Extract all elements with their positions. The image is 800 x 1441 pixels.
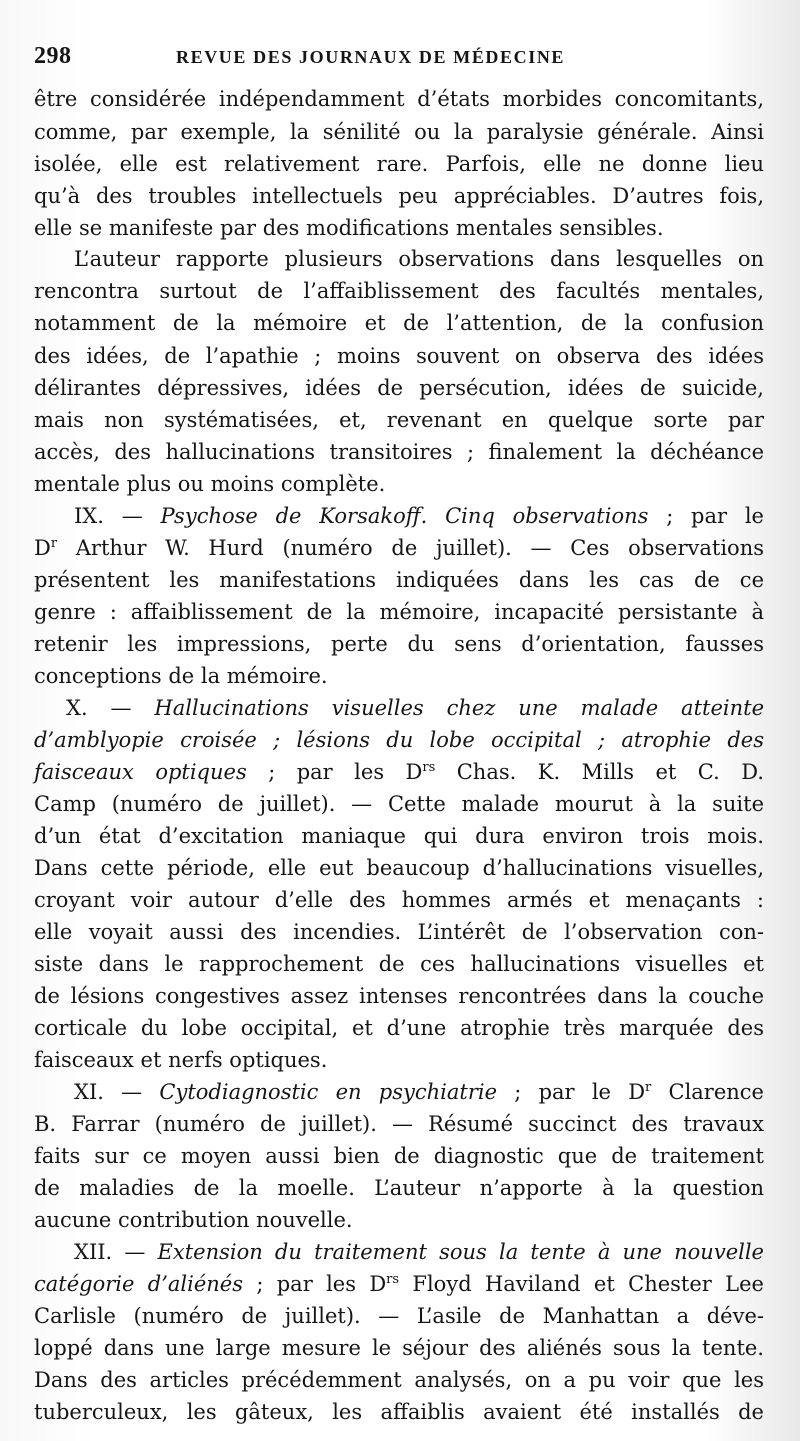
text-line: faisceaux et nerfs optiques. (34, 1048, 328, 1072)
section-number: XII. — (74, 1240, 158, 1264)
text-line: délirantes dépressives, idées de persécution, idées de suicide, (34, 376, 764, 400)
section-number: IX. — (74, 504, 161, 528)
text-line: comme, par exemple, la sénilité ou la paralysie générale. Ainsi (34, 120, 764, 144)
running-head: REVUE DES JOURNAUX DE MÉDECINE (176, 47, 566, 67)
superscript: r (645, 1080, 652, 1095)
text-span: ; par le D (497, 1080, 646, 1104)
text-line: notamment de la mémoire et de l’attention, de la confusion (34, 311, 764, 335)
article-title: Extension du traitement sous la tente à une nouvelle (157, 1240, 764, 1264)
text-line (34, 757, 764, 787)
page-number: 298 (34, 43, 72, 69)
text-line: L’auteur rapporte plusieurs observations dans lesquelles on (74, 247, 764, 271)
text-span: ; par les D (242, 1272, 387, 1296)
text-line: elle voyait aussi des incendies. L’intérêt de l’observation con- (34, 920, 764, 944)
article-title: Hallucinations visuelles chez une malade atteinte (154, 696, 764, 720)
section-number: X. — (66, 696, 155, 720)
section-heading-line (74, 1237, 764, 1267)
text-line: Camp (numéro de juillet). — Cette malade mourut à la suite (34, 792, 764, 816)
text-line: croyant voir autour d’elle des hommes armés et menaçants : (34, 888, 764, 912)
text-line: loppé dans une large mesure le séjour des aliénés sous la tente. (34, 1336, 764, 1360)
text-span: ; par le (648, 504, 764, 528)
superscript: r (50, 536, 58, 551)
text-span: ; par les D (246, 760, 423, 784)
text-line: corticale du lobe occipital, et d’une atrophie très marquée des (34, 1016, 764, 1040)
text-span: Arthur W. Hurd (numéro de juillet). — Ces observations (57, 536, 764, 560)
text-line: accès, des hallucinations transitoires ; finalement la déchéance (34, 440, 764, 464)
text-line: elle se manifeste par des modifications mentales sensibles. (34, 216, 664, 240)
superscript: rs (422, 760, 436, 775)
section-heading-line (74, 1077, 764, 1107)
text-span: Chas. K. Mills et C. D. (435, 760, 764, 784)
text-line: siste dans le rapprochement de ces hallucinations visuelles et (34, 952, 764, 976)
text-line: Dans cette période, elle eut beaucoup d’hallucinations visuelles, (34, 856, 764, 880)
text-line: isolée, elle est relativement rare. Parfois, elle ne donne lieu (34, 152, 764, 176)
text-line: présentent les manifestations indiquées dans les cas de ce (34, 568, 764, 592)
text-line: B. Farrar (numéro de juillet). — Résumé succinct des travaux (34, 1112, 764, 1136)
article-title: Psychose de Korsakoff. Cinq observations (160, 504, 649, 528)
text-line: Dans des articles précédemment analysés, on a pu voir que les (34, 1368, 764, 1392)
text-line: aucune contribution nouvelle. (34, 1208, 353, 1232)
text-line: rencontra surtout de l’affaiblissement des facultés mentales, (34, 279, 764, 303)
text-span: Floyd Haviland et Chester Lee (399, 1272, 764, 1296)
text-line: Carlisle (numéro de juillet). — L’asile de Manhattan a déve- (34, 1304, 764, 1328)
section-number: XI. — (74, 1080, 160, 1104)
text-line: des idées, de l’apathie ; moins souvent on observa des idées (34, 344, 764, 368)
text-line: retenir les impressions, perte du sens d’orientation, fausses (34, 632, 764, 656)
section-heading-line (74, 501, 764, 531)
text-line: être considérée indépendamment d’états morbides concomitants, (34, 87, 764, 111)
text-line: de lésions congestives assez intenses rencontrées dans la couche (34, 984, 764, 1008)
text-line (34, 533, 764, 563)
text-line: qu’à des troubles intellectuels peu appréciables. D’autres fois, (34, 184, 764, 208)
section-heading-line (66, 693, 764, 723)
text-line: d’un état d’excitation maniaque qui dura environ trois mois. (34, 824, 764, 848)
article-title-line: d’amblyopie croisée ; lésions du lobe occipital ; atrophie des (34, 728, 764, 752)
text-line: conceptions de la mémoire. (34, 664, 328, 688)
text-line: tuberculeux, les gâteux, les affaiblis avaient été installés de (34, 1400, 764, 1424)
text-line: mais non systématisées, et, revenant en quelque sorte par (34, 408, 764, 432)
text-line (34, 1269, 764, 1299)
text-span: D (34, 536, 51, 560)
article-title: catégorie d’aliénés (34, 1272, 243, 1296)
superscript: rs (386, 1272, 400, 1287)
text-line: de maladies de la moelle. L’auteur n’apporte à la question (34, 1176, 764, 1200)
article-title: Cytodiagnostic en psychiatrie (159, 1080, 498, 1104)
text-line: faits sur ce moyen aussi bien de diagnostic que de traitement (34, 1144, 764, 1168)
article-title: faisceaux optiques (34, 760, 247, 784)
text-span: Clarence (651, 1080, 764, 1104)
text-line: mentale plus ou moins complète. (34, 472, 386, 496)
text-line: genre : affaiblissement de la mémoire, incapacité persistante à (34, 600, 764, 624)
